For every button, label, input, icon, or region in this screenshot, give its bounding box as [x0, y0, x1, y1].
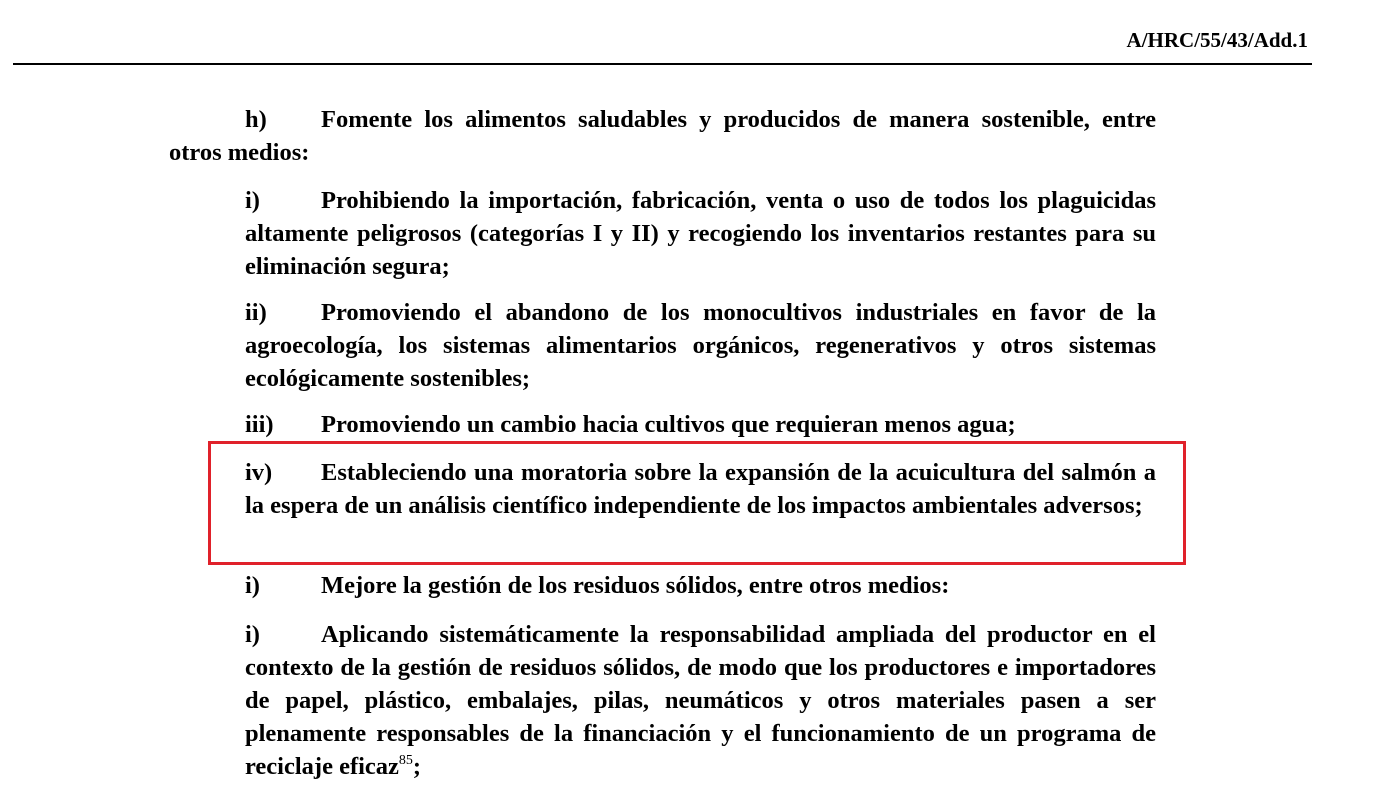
paragraph-text: Promoviendo un cambio hacia cultivos que requieran menos agua; — [321, 411, 1016, 438]
paragraph-number: iv) — [245, 459, 273, 486]
subparagraph-h-ii — [245, 296, 1156, 395]
paragraph-number: i) — [245, 572, 260, 599]
subparagraph-h-i — [245, 184, 1156, 283]
subparagraph-h-iv — [245, 456, 1156, 522]
paragraph-text: Prohibiendo la importación, fabricación, venta o uso de todos los plaguicidas altamente peligrosos (categorías I y II) y recogiendo los inventarios restantes para su eliminación segura; — [245, 187, 1156, 280]
paragraph-text: Promoviendo el abandono de los monocultivos industriales en favor de la agroecología, los sistemas alimentarios orgánicos, regenerativos y otros sistemas ecológicamente sostenibles; — [245, 299, 1156, 392]
paragraph-i — [245, 569, 1156, 602]
paragraph-number: iii) — [245, 411, 274, 438]
paragraph-text: Fomente los alimentos saludables y producidos de manera sostenible, entre otros medios: — [169, 106, 1156, 166]
document-symbol: A/HRC/55/43/Add.1 — [1126, 28, 1308, 52]
paragraph-h — [169, 103, 1156, 169]
header-rule — [13, 63, 1312, 65]
paragraph-text: Mejore la gestión de los residuos sólidos, entre otros medios: — [321, 572, 950, 599]
paragraph-tail: ; — [412, 753, 422, 780]
paragraph-text: Aplicando sistemáticamente la responsabilidad ampliada del productor en el contexto de la gestión de residuos sólidos, de modo que los productores e importadores de papel, plástico, embalajes, pilas, neumáticos y otros materiales pasen a ser plenamente responsables de la financiación y el funcionamiento de un programa de reciclaje eficaz — [245, 621, 1156, 780]
subparagraph-i-i — [245, 618, 1156, 783]
paragraph-number: h) — [245, 106, 267, 133]
paragraph-text: Estableciendo una moratoria sobre la expansión de la acuicultura del salmón a la espera de un análisis científico independiente de los impactos ambientales adversos; — [245, 459, 1156, 519]
paragraph-number: i) — [245, 187, 260, 214]
footnote-marker[interactable]: 85 — [398, 753, 413, 768]
paragraph-number: i) — [245, 621, 260, 648]
paragraph-number: ii) — [245, 299, 267, 326]
subparagraph-h-iii — [245, 408, 1156, 441]
